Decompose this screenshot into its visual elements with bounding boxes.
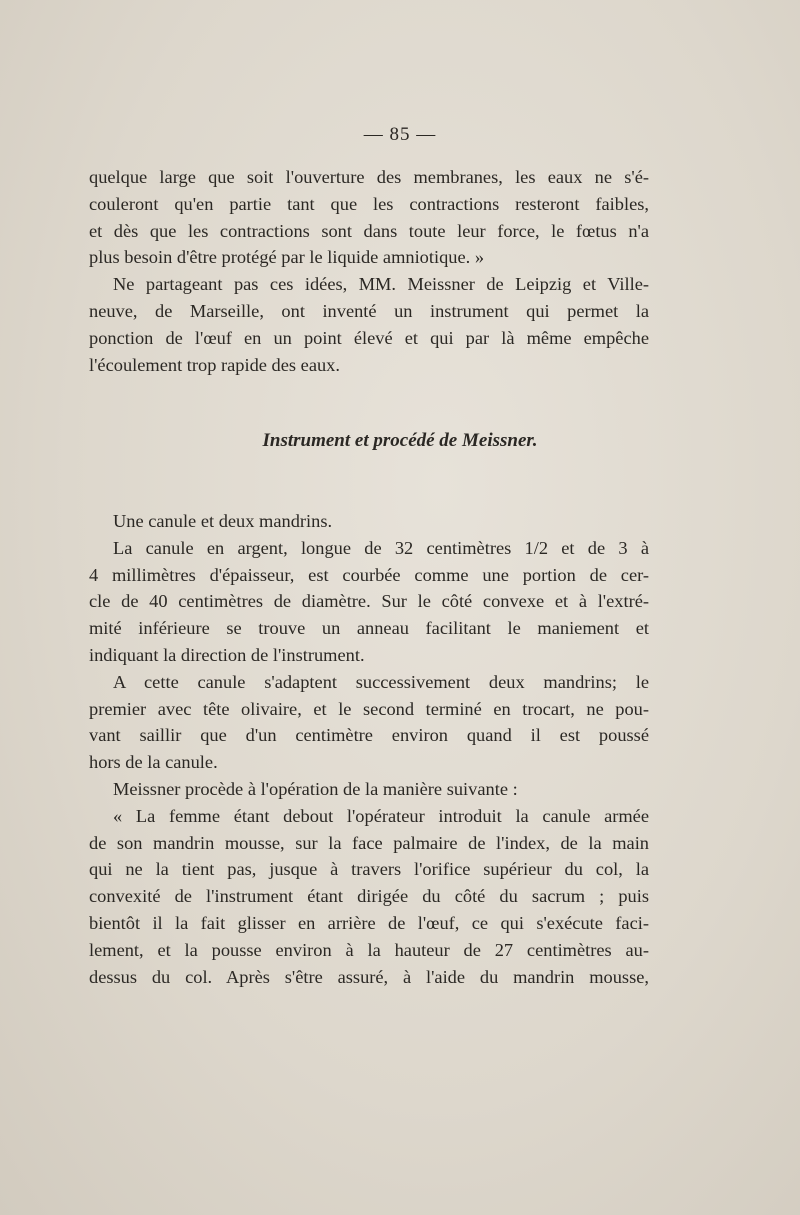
text-line: bientôt il la fait glisser en arrière de l'œuf, ce qui s'exécute faci- [89, 912, 649, 933]
text-line: dessus du col. Après s'être assuré, à l'aide du mandrin mousse, [89, 966, 649, 987]
text-line: et dès que les contractions sont dans toute leur force, le fœtus n'a [89, 220, 649, 241]
text-line: l'écoulement trop rapide des eaux. [89, 354, 340, 375]
text-line: Une canule et deux mandrins. [113, 511, 333, 531]
text-line: premier avec tête olivaire, et le second terminé en trocart, ne pou- [89, 698, 649, 719]
text-line: hors de la canule. [89, 752, 218, 773]
text-line: plus besoin d'être protégé par le liquide amniotique. » [89, 247, 485, 268]
text-line: mité inférieure se trouve un anneau facilitant le maniement et [89, 618, 649, 639]
section-heading: Instrument et procédé de Meissner. [262, 430, 538, 451]
paragraph-block-2 [89, 508, 649, 990]
text-line: La canule en argent, longue de 32 centimètres 1/2 et de 3 à [113, 537, 649, 558]
text-line: indiquant la direction de l'instrument. [89, 644, 365, 665]
page-number: — 85 — [363, 124, 437, 145]
text-line: Meissner procède à l'opération de la manière suivante : [113, 778, 518, 799]
text-line: convexité de l'instrument étant dirigée du côté du sacrum ; puis [89, 886, 649, 907]
text-line: couleront qu'en partie tant que les contractions resteront faibles, [89, 193, 649, 214]
text-line: « La femme étant debout l'opérateur introduit la canule armée [113, 805, 649, 826]
text-line: quelque large que soit l'ouverture des membranes, les eaux ne s'é- [89, 167, 649, 187]
text-line: cle de 40 centimètres de diamètre. Sur le côté convexe et à l'extré- [89, 591, 649, 612]
text-line: 4 millimètres d'épaisseur, est courbée comme une portion de cer- [89, 564, 649, 585]
paragraph-block-1 [89, 164, 649, 378]
text-line: qui ne la tient pas, jusque à travers l'orifice supérieur du col, la [89, 859, 649, 880]
text-line: ponction de l'œuf en un point élevé et qui par là même empêche [89, 327, 649, 348]
text-line: neuve, de Marseille, ont inventé un instrument qui permet la [89, 300, 649, 321]
text-line: lement, et la pousse environ à la hauteur de 27 centimètres au- [89, 939, 649, 960]
text-line: vant saillir que d'un centimètre environ quand il est poussé [89, 725, 649, 746]
text-line: A cette canule s'adaptent successivement deux mandrins; le [113, 671, 649, 692]
text-line: de son mandrin mousse, sur la face palmaire de l'index, de la main [89, 832, 649, 853]
text-line: Ne partageant pas ces idées, MM. Meissner de Leipzig et Ville- [113, 274, 649, 295]
